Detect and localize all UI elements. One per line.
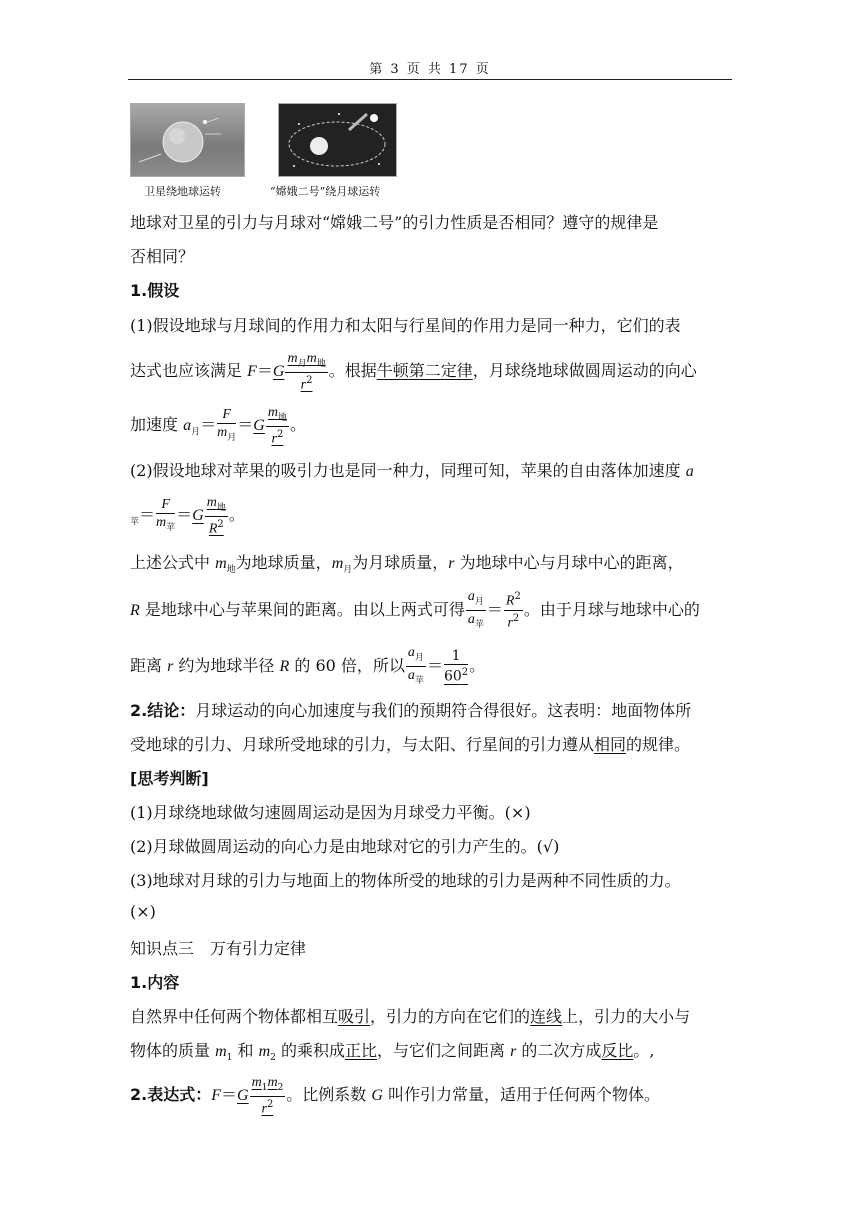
section-assumption-title: 1.假设 xyxy=(130,281,180,300)
newton-second-law: 牛顿第二定律 xyxy=(376,361,473,381)
formula-gravity-fraction: $\frac{m_月m_地}{r^2}$ xyxy=(287,351,326,393)
assumption-p1-line3: 加速度 $a_月=$ $\frac{F}{m_月}$ ＝G $\frac{m_地}{r^2}$ 。 xyxy=(130,405,306,447)
content-line2: 物体的质量 $m_1$ 和 $m_2$ 的乘积成正比，与它们之间距离 r 的二次方成反比。, xyxy=(130,1041,655,1064)
assumption-p5: 距离 r 约为地球半径 R 的 60 倍，所以 $\frac{a_月}{a_苹}$ ＝ $\frac{1}{60^2}$ 。 xyxy=(130,645,486,686)
assumption-p1-line2: 达式也应该满足 F＝G $\frac{m_月m_地}{r^2}$ 。根据牛顿第二定律，月球绕地球做圆周运动的向心 xyxy=(130,351,697,393)
page-number-header: 第 3 页 共 17 页 xyxy=(369,62,491,77)
question-line-2: 否相同？ xyxy=(130,247,195,266)
content-title: 1.内容 xyxy=(130,973,180,992)
header-rule xyxy=(128,79,732,80)
judge-item-1: (1)月球绕地球做匀速圆周运动是因为月球受力平衡。(×) xyxy=(130,803,531,822)
conclusion-line2: 受地球的引力、月球所受地球的引力，与太阳、行星间的引力遵从相同的规律。 xyxy=(130,735,691,754)
content-line1: 自然界中任何两个物体都相互吸引，引力的方向在它们的连线上，引力的大小与 xyxy=(130,1007,691,1026)
judge-item-2: (2)月球做圆周运动的向心力是由地球对它的引力产生的。(√) xyxy=(130,837,560,856)
caption-satellite: 卫星绕地球运转 xyxy=(144,185,221,198)
judge-item-3b: (×) xyxy=(130,902,156,921)
question-line-1: 地球对卫星的引力与月球对“嫦娥二号”的引力性质是否相同？遵守的规律是 xyxy=(130,213,659,232)
change2-moon-image xyxy=(278,103,397,177)
assumption-p2-line1: (2)假设地球对苹果的吸引力也是同一种力，同理可知，苹果的自由落体加速度 a xyxy=(130,461,694,480)
assumption-p1-line1: (1)假设地球与月球间的作用力和太阳与行星间的作用力是同一种力，它们的表 xyxy=(130,316,681,335)
knowledge-point-3-heading: 知识点三 万有引力定律 xyxy=(130,939,307,958)
judge-item-3a: (3)地球对月球的引力与地面上的物体所受的地球的引力是两种不同性质的力。 xyxy=(130,871,681,890)
assumption-p4: R 是地球中心与苹果间的距离。由以上两式可得 $\frac{a_月}{a_苹}$ ＝ $\frac{R^2}{r^2}$ 。由于月球与地球中心的 xyxy=(130,589,700,631)
expression-line: 2.表达式：F＝G $\frac{m_1m_2}{r^2}$ 。比例系数 G 叫作引力常量，适用于任何两个物体。 xyxy=(130,1075,661,1117)
judge-title: [思考判断] xyxy=(130,769,209,788)
assumption-p3: 上述公式中 $m_地$为地球质量，$m_月$为月球质量，r 为地球中心与月球中心的距离， xyxy=(130,553,684,576)
caption-change2: “嫦娥二号”绕月球运转 xyxy=(270,185,381,198)
conclusion-line1: 2.结论：月球运动的向心加速度与我们的预期符合得很好。这表明：地面物体所 xyxy=(130,701,692,720)
satellite-earth-image xyxy=(130,103,245,177)
assumption-p2-line2: $_苹$＝ $\frac{F}{m_苹}$ ＝G $\frac{m_地}{R^2}$ 。 xyxy=(130,495,245,537)
